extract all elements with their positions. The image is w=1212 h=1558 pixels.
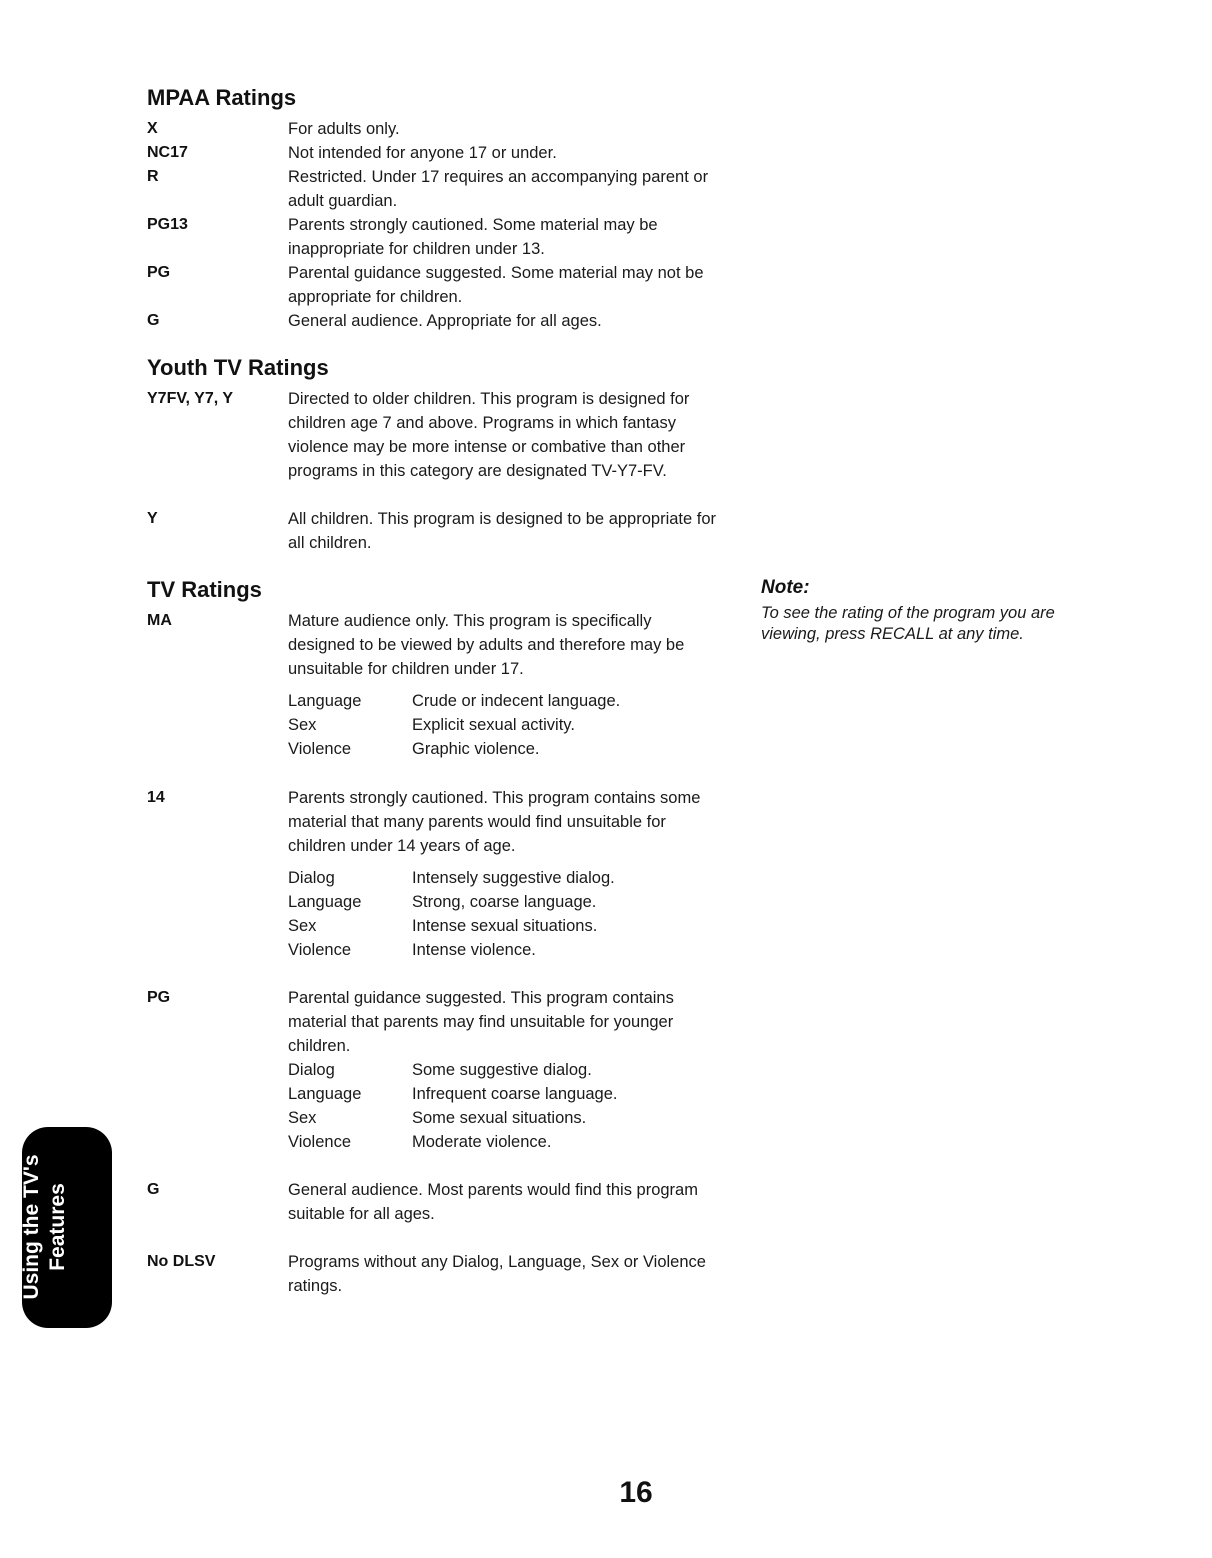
descriptor-key: Dialog: [288, 869, 335, 887]
tv-heading: TV Ratings: [147, 577, 262, 602]
descriptor-value: Infrequent coarse language.: [412, 1085, 618, 1103]
rating-code: PG13: [147, 216, 188, 233]
rating-code: Y7FV, Y7, Y: [147, 390, 233, 407]
rating-code: PG: [147, 989, 171, 1006]
note-text: To see the rating of the program you are viewing, press RECALL at any time.: [761, 604, 1055, 643]
rating-code: No DLSV: [147, 1253, 216, 1270]
descriptor-key: Language: [288, 692, 362, 710]
rating-description: All children. This program is designed to be appropriate for all children.: [288, 510, 717, 552]
descriptor-value: Some suggestive dialog.: [412, 1061, 592, 1079]
descriptor-value: Explicit sexual activity.: [412, 716, 575, 734]
content-descriptor-list: [288, 1058, 728, 1154]
side-tab-line: Using the TV's: [20, 1154, 43, 1300]
rating-description: Parents strongly cautioned. This program contains some material that many parents would find unsuitable for children under 14 years of age.: [288, 789, 701, 855]
youth-heading: Youth TV Ratings: [147, 355, 329, 380]
descriptor-value: Crude or indecent language.: [412, 692, 621, 710]
rating-code: Y: [147, 510, 158, 527]
content-descriptor: [288, 737, 728, 761]
descriptor-key: Language: [288, 893, 362, 911]
content-descriptor: [288, 1082, 728, 1106]
rating-description: General audience. Most parents would find this program suitable for all ages.: [288, 1181, 698, 1223]
descriptor-value: Intense sexual situations.: [412, 917, 598, 935]
descriptor-key: Language: [288, 1085, 362, 1103]
note-title: Note:: [761, 577, 810, 598]
content-descriptor: [288, 1130, 728, 1154]
rating-description: Mature audience only. This program is specifically designed to be viewed by adults and therefore may be unsuitable for children under 17.: [288, 612, 685, 678]
side-tab-line: Features: [46, 1183, 69, 1271]
mpaa-heading: MPAA Ratings: [147, 85, 297, 110]
page-number: 16: [619, 1476, 653, 1509]
content-descriptor: [288, 938, 728, 962]
rating-description: Not intended for anyone 17 or under.: [288, 144, 557, 162]
descriptor-value: Strong, coarse language.: [412, 893, 597, 911]
rating-description: Parents strongly cautioned. Some material may be inappropriate for children under 13.: [288, 216, 658, 258]
rating-code: G: [147, 312, 160, 329]
rating-description: For adults only.: [288, 120, 400, 138]
content-descriptor-list: [288, 689, 728, 761]
rating-description: Programs without any Dialog, Language, Sex or Violence ratings.: [288, 1253, 706, 1295]
rating-description: Directed to older children. This program is designed for children age 7 and above. Programs in which fantasy violence may be more intense or combative than other programs in this category are designated TV-Y7-FV.: [288, 390, 690, 480]
descriptor-key: Violence: [288, 941, 351, 959]
content-descriptor: [288, 914, 728, 938]
content-descriptor: [288, 713, 728, 737]
rating-code: PG: [147, 264, 171, 281]
rating-code: X: [147, 120, 158, 137]
rating-code: R: [147, 168, 159, 185]
content-descriptor: [288, 866, 728, 890]
rating-description: General audience. Appropriate for all ages.: [288, 312, 602, 330]
descriptor-key: Sex: [288, 1109, 317, 1127]
descriptor-key: Sex: [288, 716, 317, 734]
descriptor-value: Moderate violence.: [412, 1133, 552, 1151]
rating-code: G: [147, 1181, 160, 1198]
descriptor-value: Intensely suggestive dialog.: [412, 869, 615, 887]
content-descriptor: [288, 890, 728, 914]
rating-description: Restricted. Under 17 requires an accompanying parent or adult guardian.: [288, 168, 709, 210]
rating-code: MA: [147, 612, 172, 629]
side-tab-label: [19, 1154, 71, 1299]
rating-description: Parental guidance suggested. This program contains material that parents may find unsuitable for younger children.: [288, 989, 674, 1055]
rating-code: 14: [147, 789, 165, 806]
content-descriptor: [288, 1106, 728, 1130]
rating-description: Parental guidance suggested. Some material may not be appropriate for children.: [288, 264, 704, 306]
descriptor-value: Graphic violence.: [412, 740, 540, 758]
content-descriptor: [288, 1058, 728, 1082]
descriptor-key: Sex: [288, 917, 317, 935]
descriptor-key: Violence: [288, 740, 351, 758]
content-descriptor-list: [288, 866, 728, 962]
content-descriptor: [288, 689, 728, 713]
descriptor-key: Violence: [288, 1133, 351, 1151]
rating-code: NC17: [147, 144, 188, 161]
descriptor-key: Dialog: [288, 1061, 335, 1079]
descriptor-value: Some sexual situations.: [412, 1109, 587, 1127]
descriptor-value: Intense violence.: [412, 941, 536, 959]
